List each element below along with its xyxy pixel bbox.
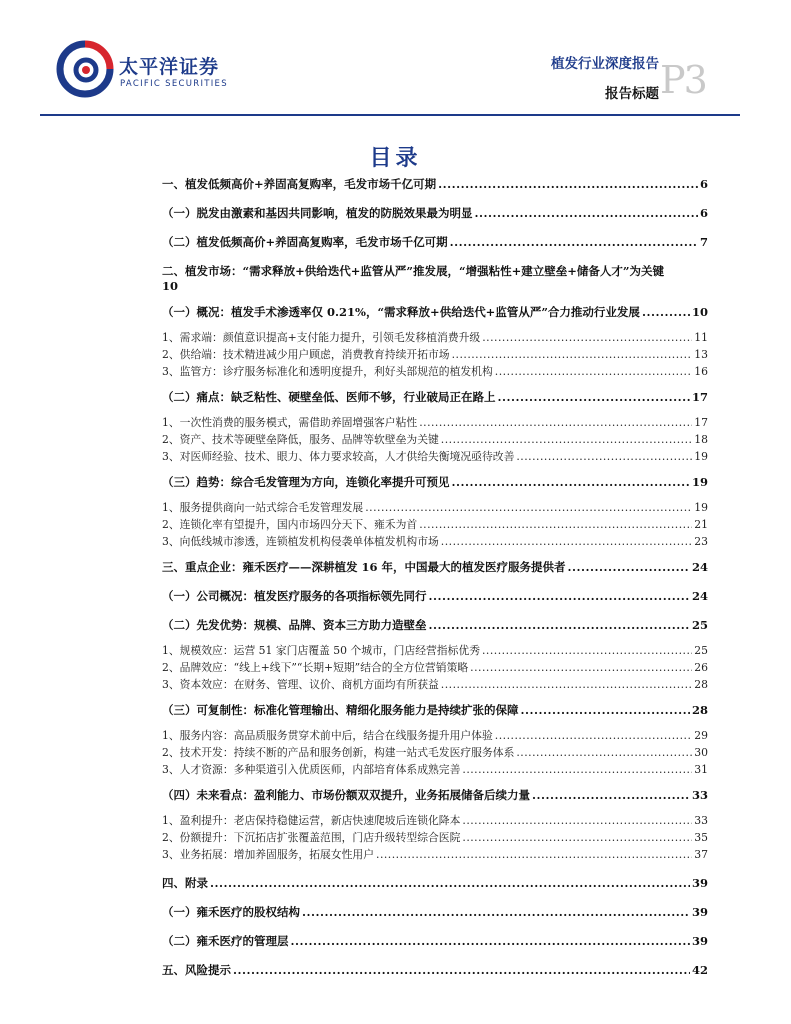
toc-entry-title: （三）可复制性：标准化管理输出、精细化服务能力是持续扩张的保障 [162, 703, 519, 717]
toc-entry[interactable] [162, 176, 708, 192]
toc-entry-title: 3、监管方：诊疗服务标准化和透明度提升，利好头部规范的植发机构 [162, 365, 493, 378]
toc-entry-title: （一）雍禾医疗的股权结构 [162, 905, 300, 919]
company-logo [56, 40, 228, 100]
toc-leader-dots [302, 905, 690, 919]
toc-entry-title: 2、连锁化率有望提升，国内市场四分天下、雍禾为首 [162, 518, 418, 531]
toc-entry-page: 7 [699, 235, 708, 249]
toc-entry-title: 3、对医师经验、技术、眼力、体力要求较高，人才供给失衡境况亟待改善 [162, 450, 515, 463]
toc-entry-title: （四）未来看点：盈利能力、市场份额双双提升，业务拓展储备后续力量 [162, 788, 530, 802]
toc-leader-dots [233, 963, 690, 977]
toc-entry[interactable] [162, 517, 708, 532]
toc-entry-page: 23 [694, 535, 708, 548]
toc-entry-page: 13 [694, 348, 708, 361]
toc-leader-dots [419, 416, 692, 429]
toc-entry[interactable] [162, 787, 708, 803]
toc-entry[interactable] [162, 728, 708, 743]
toc-entry-page: 11 [694, 331, 708, 344]
toc-entry-page: 42 [691, 963, 708, 977]
toc-leader-dots [521, 703, 690, 717]
toc-entry-title: 2、份额提升：下沉拓店扩张覆盖范围，门店升级转型综合医院 [162, 831, 461, 844]
toc-entry-title: （二）痛点：缺乏粘性、硬壁垒低、医师不够，行业破局正在路上 [162, 390, 496, 404]
toc-entry-page: 24 [691, 589, 708, 603]
toc-entry-page: 10 [691, 305, 708, 319]
toc-leader-dots [482, 331, 692, 344]
toc-entry[interactable] [162, 962, 708, 978]
toc-leader-dots [495, 729, 692, 742]
toc-entry-title: 五、风险提示 [162, 963, 231, 977]
toc-entry[interactable] [162, 415, 708, 430]
toc-entry-title: （一）概况：植发手术渗透率仅 0.21%，“需求释放+供给迭代+监管从严”合力推动行业发展 [162, 305, 640, 319]
toc-entry[interactable] [162, 234, 708, 250]
logo-english-name: PACIFIC SECURITIES [120, 79, 228, 89]
toc-entry-page: 17 [691, 390, 708, 404]
toc-leader-dots [516, 746, 692, 759]
toc-entry-title: 3、人才资源：多种渠道引入优质医师，内部培育体系成熟完善 [162, 763, 461, 776]
toc-entry[interactable] [162, 364, 708, 379]
toc-entry-page: 39 [691, 905, 708, 919]
toc-leader-dots [441, 678, 692, 691]
toc-leader-dots [441, 433, 692, 446]
toc-entry[interactable] [162, 762, 708, 777]
toc-leader-dots [441, 535, 692, 548]
toc-leader-dots [642, 305, 690, 319]
toc-leader-dots [495, 365, 692, 378]
toc-entry-title: 2、资产、技术等硬壁垒降低，服务、品牌等软壁垒为关键 [162, 433, 439, 446]
toc-entry[interactable] [162, 933, 708, 949]
toc-entry-page: 6 [699, 177, 708, 191]
toc-leader-dots [532, 788, 690, 802]
toc-leader-dots [462, 763, 692, 776]
toc-entry-title: 2、供给端：技术精进减少用户顾虑，消费教育持续开拓市场 [162, 348, 450, 361]
toc-entry-page: 16 [694, 365, 708, 378]
pacific-securities-logo-icon [56, 40, 114, 98]
toc-leader-dots [462, 831, 692, 844]
toc-entry-page: 17 [694, 416, 708, 429]
toc-leader-dots [419, 518, 692, 531]
toc-entry-title: 1、服务提供商向一站式综合毛发管理发展 [162, 501, 364, 514]
toc-leader-dots [482, 644, 692, 657]
toc-entry-title: 2、技术开发：持续不断的产品和服务创新，构建一站式毛发医疗服务体系 [162, 746, 515, 759]
toc-leader-dots [452, 348, 693, 361]
toc-entry[interactable] [162, 347, 708, 362]
toc-entry[interactable] [162, 304, 708, 320]
toc-leader-dots [498, 390, 690, 404]
toc-entry-page: 30 [694, 746, 708, 759]
toc-entry-page: 19 [691, 475, 708, 489]
toc-entry-title: 3、业务拓展：增加养固服务，拓展女性用户 [162, 848, 375, 861]
toc-entry-title: 1、服务内容：高品质服务贯穿术前中后，结合在线服务提升用户体验 [162, 729, 493, 742]
toc-entry-page: 29 [694, 729, 708, 742]
page-marker: P3 [660, 58, 706, 102]
toc-entry-title: （二）先发优势：规模、品牌、资本三方助力造壁垒 [162, 618, 427, 632]
logo-chinese-name: 太平洋证券 [119, 56, 220, 78]
toc-leader-dots [365, 501, 692, 514]
toc-entry-page: 33 [694, 814, 708, 827]
toc-entry-title: 3、资本效应：在财务、管理、议价、商机方面均有所获益 [162, 678, 439, 691]
toc-entry-title: （二）雍禾医疗的管理层 [162, 934, 289, 948]
toc-entry-page: 26 [694, 661, 708, 674]
toc-entry[interactable] [162, 263, 708, 293]
toc-entry-title: 2、品牌效应：“线上+线下”“长期+短期”结合的全方位营销策略 [162, 661, 469, 674]
toc-leader-dots [438, 177, 698, 191]
toc-entry[interactable] [162, 660, 708, 675]
toc-entry-title: （三）趋势：综合毛发管理为方向，连锁化率提升可预见 [162, 475, 450, 489]
toc-entry[interactable] [162, 904, 708, 920]
toc-entry-page: 39 [691, 934, 708, 948]
toc-heading: 目录 [369, 145, 422, 171]
toc-entry[interactable] [162, 588, 708, 604]
toc-entry[interactable] [162, 449, 708, 464]
toc-entry[interactable] [162, 830, 708, 845]
header-divider [40, 114, 740, 116]
toc-entry[interactable] [162, 875, 708, 891]
toc-entry-title: 1、需求端：颜值意识提高+支付能力提升，引领毛发移植消费升级 [162, 331, 481, 344]
toc-entry[interactable] [162, 432, 708, 447]
toc-leader-dots [462, 814, 692, 827]
table-of-contents [162, 176, 708, 978]
report-type: 植发行业深度报告 [551, 56, 659, 72]
toc-entry-page: 39 [691, 876, 708, 890]
toc-entry-title: 二、植发市场：“需求释放+供给迭代+监管从严”推发展，“增强粘性+建立壁垒+储备人才”为关键 [162, 264, 664, 278]
toc-entry[interactable] [162, 474, 708, 490]
report-title-label: 报告标题 [605, 86, 659, 102]
toc-entry[interactable] [162, 500, 708, 515]
toc-entry[interactable] [162, 534, 708, 549]
toc-entry[interactable] [162, 389, 708, 405]
toc-entry-page: 10 [162, 279, 179, 293]
toc-entry-page: 19 [694, 501, 708, 514]
toc-entry-page: 6 [699, 206, 708, 220]
toc-entry-title: 四、附录 [162, 876, 208, 890]
toc-entry-page: 24 [691, 560, 708, 574]
toc-entry-page: 25 [694, 644, 708, 657]
toc-entry[interactable] [162, 330, 708, 345]
toc-leader-dots [568, 560, 690, 574]
toc-entry-title: （一）公司概况：植发医疗服务的各项指标领先同行 [162, 589, 427, 603]
toc-leader-dots [376, 848, 692, 861]
toc-entry-title: 1、盈利提升：老店保持稳健运营，新店快速爬坡后连锁化降本 [162, 814, 461, 827]
toc-leader-dots [470, 661, 692, 674]
toc-leader-dots [475, 206, 698, 220]
toc-entry[interactable] [162, 813, 708, 828]
toc-entry-page: 28 [691, 703, 708, 717]
toc-leader-dots [450, 235, 698, 249]
toc-leader-dots [429, 618, 690, 632]
toc-entry[interactable] [162, 677, 708, 692]
toc-entry-page: 33 [691, 788, 708, 802]
toc-entry[interactable] [162, 205, 708, 221]
toc-entry[interactable] [162, 847, 708, 862]
toc-entry[interactable] [162, 559, 708, 575]
toc-entry-title: 3、向低线城市渗透，连锁植发机构侵袭单体植发机构市场 [162, 535, 439, 548]
toc-entry[interactable] [162, 702, 708, 718]
toc-entry[interactable] [162, 643, 708, 658]
toc-entry-title: （一）脱发由激素和基因共同影响，植发的防脱效果最为明显 [162, 206, 473, 220]
toc-entry-page: 35 [694, 831, 708, 844]
toc-entry-title: 一、植发低频高价+养固高复购率，毛发市场千亿可期 [162, 177, 437, 191]
toc-entry-page: 18 [694, 433, 708, 446]
toc-entry-page: 37 [694, 848, 708, 861]
toc-entry-page: 28 [694, 678, 708, 691]
toc-entry-page: 25 [691, 618, 708, 632]
toc-entry[interactable] [162, 617, 708, 633]
toc-entry[interactable] [162, 745, 708, 760]
toc-entry-title: 1、一次性消费的服务模式，需借助养固增强客户粘性 [162, 416, 418, 429]
toc-entry-page: 31 [694, 763, 708, 776]
toc-entry-title: 三、重点企业：雍禾医疗——深耕植发 16 年，中国最大的植发医疗服务提供者 [162, 560, 566, 574]
toc-leader-dots [429, 589, 690, 603]
toc-entry-page: 21 [694, 518, 708, 531]
toc-entry-title: 1、规模效应：运营 51 家门店覆盖 50 个城市，门店经营指标优秀 [162, 644, 480, 657]
toc-leader-dots [210, 876, 690, 890]
toc-leader-dots [291, 934, 690, 948]
toc-leader-dots [516, 450, 692, 463]
toc-entry-page: 19 [694, 450, 708, 463]
toc-leader-dots [452, 475, 690, 489]
toc-entry-title: （二）植发低频高价+养固高复购率，毛发市场千亿可期 [162, 235, 448, 249]
